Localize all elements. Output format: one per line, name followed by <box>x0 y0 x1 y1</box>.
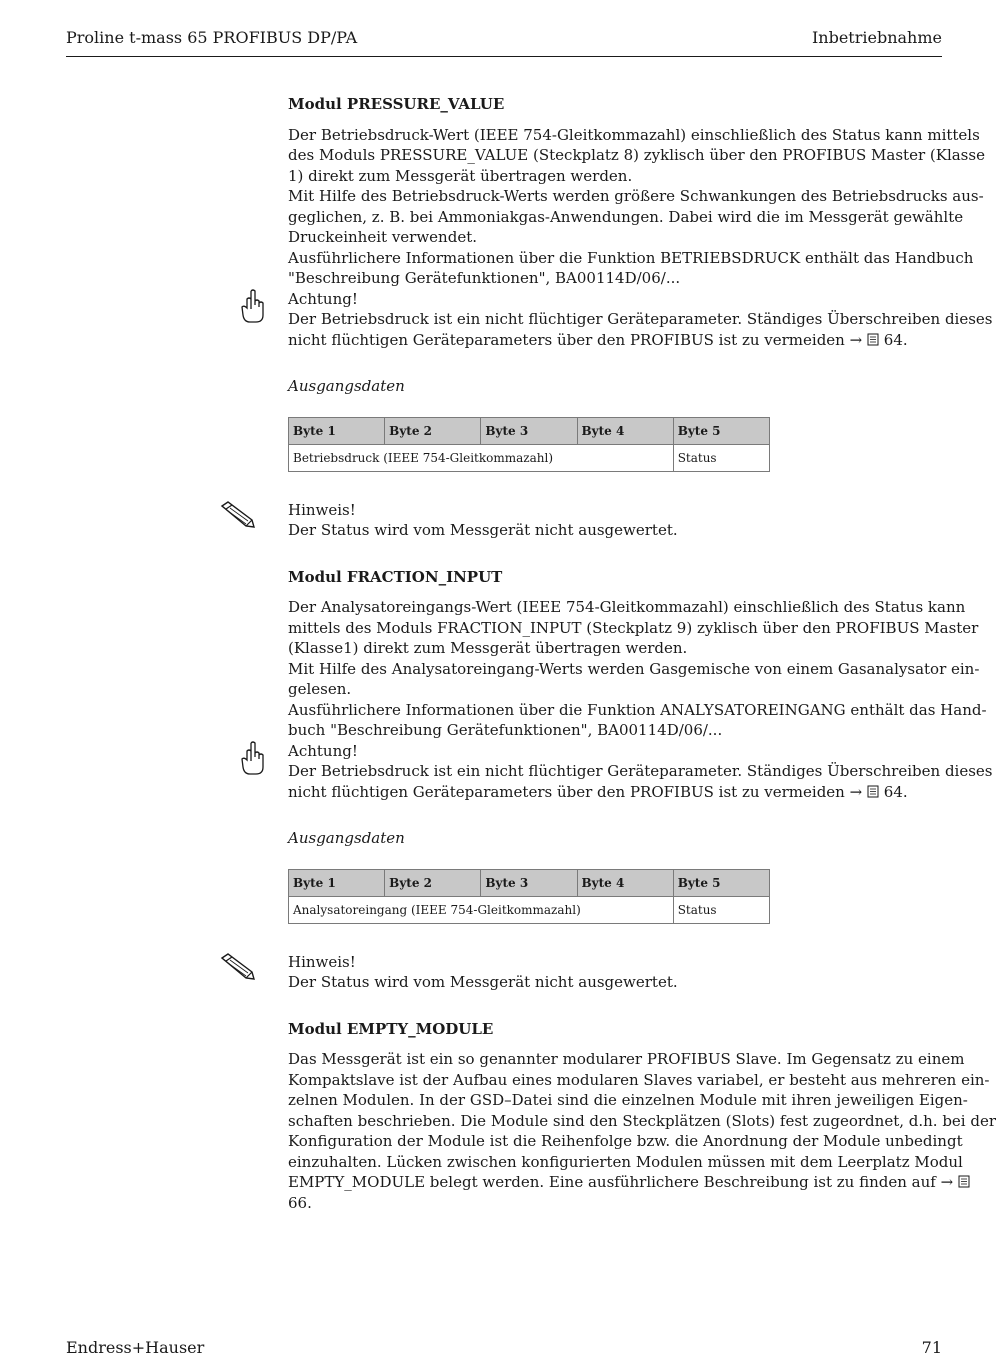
table-header-cell: Byte 5 <box>673 869 769 896</box>
arrow-icon: → <box>849 330 863 349</box>
text-line: Konfiguration der Module ist die Reihenfolge bzw. die Anordnung der Module unbedingt <box>288 1132 963 1150</box>
text-line: geglichen, z. B. bei Ammoniakgas-Anwendungen. Dabei wird die im Messgerät gewählte <box>288 207 964 226</box>
output-data-label: Ausgangsdaten <box>288 829 405 847</box>
text-line: Ausführlichere Informationen über die Funktion ANALYSATOREINGANG enthält das Hand- <box>288 700 987 719</box>
text-line: Der Analysatoreingangs-Wert (IEEE 754-Gleitkommazahl) einschließlich des Status kann <box>288 598 966 616</box>
table-header-cell: Byte 5 <box>673 417 769 444</box>
table-header-cell: Byte 3 <box>481 869 577 896</box>
module-description <box>288 1049 996 1213</box>
table-header-cell: Byte 1 <box>289 869 385 896</box>
table-cell-status: Status <box>673 444 769 471</box>
module-heading: Modul EMPTY_MODULE <box>288 1019 494 1038</box>
text-line: Das Messgerät ist ein so genannter modularer PROFIBUS Slave. Im Gegensatz zu einem <box>288 1050 965 1068</box>
text-line: mittels des Moduls FRACTION_INPUT (Steckplatz 9) zyklisch über den PROFIBUS Master <box>288 618 979 637</box>
table-row <box>289 444 770 471</box>
caution-note <box>288 741 993 803</box>
table-row <box>289 896 770 923</box>
output-data-table <box>288 417 770 472</box>
module-empty-module <box>288 1019 996 1214</box>
book-icon[interactable] <box>958 1175 970 1188</box>
text-line: gelesen. <box>288 680 352 698</box>
table-header-cell: Byte 4 <box>577 417 673 444</box>
page-number: 71 <box>921 1338 942 1357</box>
module-description <box>288 597 987 741</box>
page-reference-link[interactable]: 64. <box>883 782 908 801</box>
pencil-icon <box>218 500 258 530</box>
text-line: 1) direkt zum Messgerät übertragen werden. <box>288 166 633 185</box>
hint-label: Hinweis! <box>288 500 356 519</box>
caution-label: Achtung! <box>288 289 358 308</box>
pencil-icon <box>218 952 258 982</box>
module-heading: Modul PRESSURE_VALUE <box>288 95 505 113</box>
caution-text: nicht flüchtigen Geräteparameters über den PROFIBUS ist zu vermeiden <box>288 782 845 801</box>
arrow-icon: → <box>940 1173 954 1191</box>
table-header-cell: Byte 2 <box>385 869 481 896</box>
caution-text: nicht flüchtigen Geräteparameters über den PROFIBUS ist zu vermeiden <box>288 330 845 349</box>
document-title: Proline t-mass 65 PROFIBUS DP/PA <box>66 28 358 47</box>
text-line: Ausführlichere Informationen über die Funktion BETRIEBSDRUCK enthält das Handbuch <box>288 248 974 267</box>
text-line: Mit Hilfe des Analysatoreingang-Werts werden Gasgemische von einem Gasanalysator ein- <box>288 659 980 678</box>
text-line: Mit Hilfe des Betriebsdruck-Werts werden größere Schwankungen des Betriebsdrucks aus- <box>288 187 984 205</box>
output-data-label: Ausgangsdaten <box>288 377 405 395</box>
text-line: "Beschreibung Gerätefunktionen", BA00114D/06/... <box>288 269 681 287</box>
page-content <box>288 94 996 1213</box>
text-line: (Klasse1) direkt zum Messgerät übertragen werden. <box>288 639 688 657</box>
caution-text: Der Betriebsdruck ist ein nicht flüchtiger Geräteparameter. Ständiges Überschreiben dieses <box>288 762 993 780</box>
table-header-row <box>289 417 770 444</box>
text-line: des Moduls PRESSURE_VALUE (Steckplatz 8) zyklisch über den PROFIBUS Master (Klasse <box>288 146 985 164</box>
text-line: buch "Beschreibung Gerätefunktionen", BA00114D/06/... <box>288 721 723 739</box>
table-header-row <box>289 869 770 896</box>
module-pressure-value <box>288 94 993 541</box>
brand-name: Endress+Hauser <box>66 1338 205 1357</box>
text-line: zelnen Modulen. In der GSD–Datei sind die einzelnen Module mit ihren jeweiligen Eigen- <box>288 1091 968 1109</box>
pointing-hand-icon <box>238 741 268 777</box>
module-heading: Modul FRACTION_INPUT <box>288 567 503 586</box>
caution-text-line2 <box>288 331 908 349</box>
text-line: Der Betriebsdruck-Wert (IEEE 754-Gleitkommazahl) einschließlich des Status kann mittels <box>288 125 980 144</box>
page-reference-link[interactable]: 64. <box>883 330 908 349</box>
text-line: Druckeinheit verwendet. <box>288 228 477 246</box>
hint-note <box>288 500 942 541</box>
book-icon[interactable] <box>867 785 879 798</box>
table-cell-value: Betriebsdruck (IEEE 754-Gleitkommazahl) <box>289 444 674 471</box>
module-description <box>288 125 985 289</box>
hint-note <box>288 952 942 993</box>
text-line <box>288 1172 954 1193</box>
text-line: schaften beschrieben. Die Module sind den Steckplätzen (Slots) fest zugeordnet, d.h. bei der <box>288 1111 996 1130</box>
table-header-cell: Byte 2 <box>385 417 481 444</box>
hint-text: Der Status wird vom Messgerät nicht ausgewertet. <box>288 973 678 991</box>
module-fraction-input <box>288 567 993 993</box>
table-cell-status: Status <box>673 896 769 923</box>
caution-note <box>288 289 993 351</box>
caution-text-line2 <box>288 783 908 801</box>
hint-label: Hinweis! <box>288 952 356 971</box>
pointing-hand-icon <box>238 289 268 325</box>
text-line: einzuhalten. Lücken zwischen konfigurierten Modulen müssen mit dem Leerplatz Modul <box>288 1152 963 1171</box>
table-cell-value: Analysatoreingang (IEEE 754-Gleitkommazahl) <box>289 896 674 923</box>
page-header <box>66 28 942 57</box>
caution-label: Achtung! <box>288 741 358 760</box>
output-data-table <box>288 869 770 924</box>
table-header-cell: Byte 3 <box>481 417 577 444</box>
section-title: Inbetriebnahme <box>811 28 942 47</box>
hint-text: Der Status wird vom Messgerät nicht ausgewertet. <box>288 521 678 539</box>
text-line: Kompaktslave ist der Aufbau eines modularen Slaves variabel, er besteht aus mehreren ein- <box>288 1070 990 1089</box>
book-icon[interactable] <box>867 333 879 346</box>
caution-text: Der Betriebsdruck ist ein nicht flüchtiger Geräteparameter. Ständiges Überschreiben dieses <box>288 310 993 328</box>
page-reference-link[interactable]: 66. <box>288 1193 312 1212</box>
text-line-content: EMPTY_MODULE belegt werden. Eine ausführlichere Beschreibung ist zu finden auf <box>288 1173 936 1191</box>
arrow-icon: → <box>849 782 863 801</box>
table-header-cell: Byte 4 <box>577 869 673 896</box>
table-header-cell: Byte 1 <box>289 417 385 444</box>
